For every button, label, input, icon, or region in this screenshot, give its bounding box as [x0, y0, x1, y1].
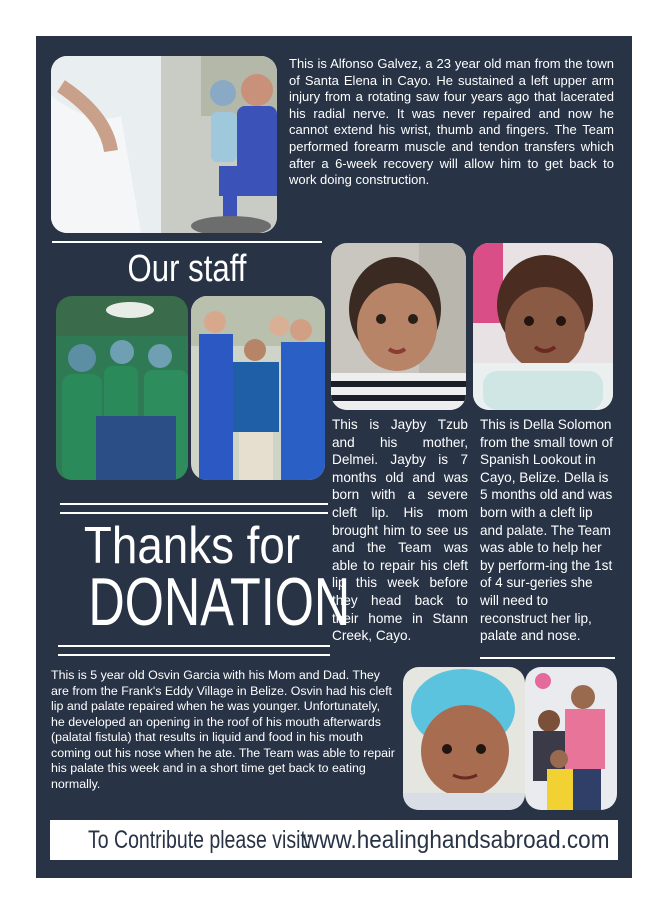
contribute-url[interactable]: www.healinghandsabroad.com	[302, 825, 610, 854]
divider	[58, 654, 330, 656]
contribute-label: To Contribute please visit:	[87, 825, 311, 854]
photo-jayby	[331, 243, 466, 410]
contribute-banner	[50, 820, 618, 860]
divider	[60, 512, 328, 514]
photo-osvin-family	[525, 667, 617, 810]
thanks-heading: Thanks for	[83, 517, 301, 575]
divider	[58, 645, 330, 647]
photo-alfonso	[51, 56, 277, 233]
photo-surgeons	[56, 296, 188, 480]
divider	[60, 503, 328, 505]
story-jayby: This is Jayby Tzub and his mother, Delmei. Jayby is 7 months old and was born with a severe cleft lip. His mom brought him to see us and the Team was able to repair his cleft lip this week before they head back to their home in Stann Creek, Cayo.	[332, 417, 468, 644]
story-della: This is Della Solomon from the small town of Spanish Lookout in Cayo, Belize. Della is 5 months old and was born with a cleft lip and palate. The Team was able to help her by perform-ing the 1st of 4 sur-geries she will need to reconstruct her lip, palate and nose.	[480, 417, 613, 644]
divider	[52, 241, 322, 243]
photo-della	[473, 243, 613, 410]
our-staff-heading: Our staff	[127, 248, 247, 290]
donation-heading: DONATION	[88, 564, 351, 640]
photo-osvin	[403, 667, 525, 810]
photo-staff-group	[191, 296, 325, 480]
story-osvin: This is 5 year old Osvin Garcia with his Mom and Dad. They are from the Frank's Eddy Village in Belize. Osvin had his cleft lip and palate repaired when he was younger. Unfortunately, he developed an opening in the roof of his mouth afterwards (palatal fistula) that results in liquid and food in his mouth coming out his nose when he ate. The Team was able to repair his palate this week and in a short time get back to eating normally.	[51, 668, 395, 791]
story-alfonso: This is Alfonso Galvez, a 23 year old man from the town of Santa Elena in Cayo. He sustained a left upper arm injury from a rotating saw four years ago that lacerated his radial nerve. It was never repaired and now he cannot extend his wrist, thumb and fingers. The Team performed forearm muscle and tendon transfers which after a 6-week recovery will allow him to get back to work doing construction.	[289, 56, 614, 188]
divider	[480, 657, 615, 659]
